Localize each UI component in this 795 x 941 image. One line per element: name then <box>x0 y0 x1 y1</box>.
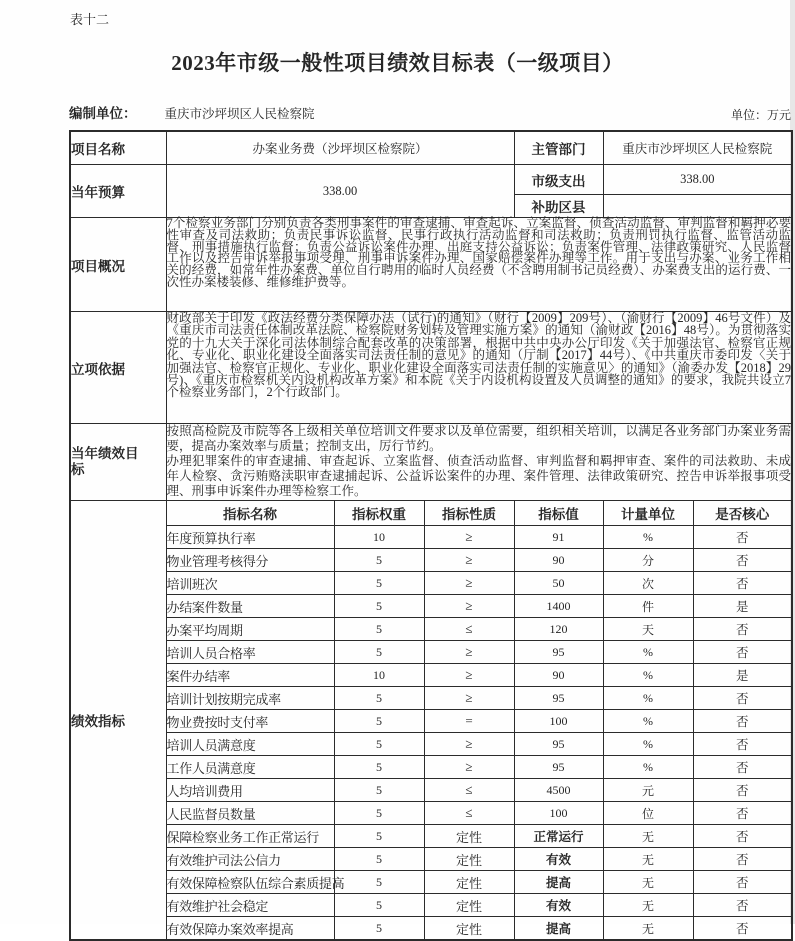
indicator-nature-cell: ≥ <box>424 687 514 710</box>
indicator-row <box>70 779 792 802</box>
overview-text <box>166 218 792 312</box>
indicator-core-cell: 是 <box>693 595 792 618</box>
indicator-weight-cell: 5 <box>334 618 424 641</box>
indicator-value-cell: 有效 <box>514 894 603 917</box>
budget-value: 338.00 <box>166 165 514 218</box>
goal-label-text: 当年绩效目标 <box>71 446 139 477</box>
indicator-core-cell: 否 <box>693 848 792 871</box>
indicator-name-cell: 年度预算执行率 <box>166 526 334 549</box>
indicator-unit-cell: % <box>603 687 693 710</box>
indicator-unit-cell: 无 <box>603 825 693 848</box>
indicator-nature-cell: 定性 <box>424 825 514 848</box>
indicator-weight-cell: 5 <box>334 848 424 871</box>
indicator-core-cell: 否 <box>693 526 792 549</box>
indicator-unit-cell: % <box>603 664 693 687</box>
indicator-unit-cell: 件 <box>603 595 693 618</box>
indicator-nature-cell: = <box>424 710 514 733</box>
indicator-nature-cell: 定性 <box>424 917 514 941</box>
indicator-weight-cell: 5 <box>334 917 424 941</box>
indicator-value-cell: 100 <box>514 802 603 825</box>
basis-paragraph: 财政部关于印发《政法经费分类保障办法（试行)的通知》（财行【2009】209号）、（渝财行【2009】46号文件）及《重庆市司法责任体制改革法院、检察院财务划转及管理实施方案》的通知（渝财政【2016】48号）。为贯彻落实党的十九大关于深化司法体制综合配套改革的决策部署，根据中共中央办公厅印发《关于加强法官、检察官正规化、专业化、职业化建设全面落实司法责任制的意见》的通知（厅制【2017】44号）、《中共重庆市委印发〈关于加强法官、检察官正规化、专业化、职业化建设全面落实司法责任制的实施意见〉的通知》（渝委办发【2018】29号)、《重庆市检察机关内设机构改革方案》和本院《关于内设机构设置及人员调整的通知》的要求，我院共设立7个检察业务部门，2个行政部门。 <box>166 311 792 400</box>
indicator-value-cell: 120 <box>514 618 603 641</box>
indicators-section-label: 绩效指标 <box>70 501 166 941</box>
indicator-unit-cell: 无 <box>603 848 693 871</box>
table-tag: 表十二 <box>70 12 110 27</box>
indicator-value-cell: 95 <box>514 733 603 756</box>
indicator-row <box>70 756 792 779</box>
indicator-core-cell: 否 <box>693 871 792 894</box>
indicator-row <box>70 733 792 756</box>
indicator-core-cell: 否 <box>693 733 792 756</box>
indicator-name-cell: 培训计划按期完成率 <box>166 687 334 710</box>
indicator-row <box>70 917 792 941</box>
indicator-core-cell: 否 <box>693 549 792 572</box>
header-indicator-name: 指标名称 <box>166 501 334 526</box>
subsidy-value <box>603 195 792 218</box>
indicator-name-cell: 有效维护司法公信力 <box>166 848 334 871</box>
indicator-unit-cell: % <box>603 733 693 756</box>
indicator-weight-cell: 5 <box>334 687 424 710</box>
indicator-value-cell: 95 <box>514 687 603 710</box>
indicator-nature-cell: ≥ <box>424 733 514 756</box>
indicator-nature-cell: ≥ <box>424 526 514 549</box>
indicator-nature-cell: ≥ <box>424 595 514 618</box>
goal-label <box>70 424 166 501</box>
indicator-nature-cell: ≥ <box>424 756 514 779</box>
overview-label: 项目概况 <box>70 218 166 312</box>
indicator-weight-cell: 5 <box>334 756 424 779</box>
project-name-label: 项目名称 <box>70 131 166 165</box>
indicator-value-cell: 1400 <box>514 595 603 618</box>
indicator-core-cell: 否 <box>693 779 792 802</box>
performance-target-table <box>69 130 793 941</box>
page-title: 2023年市级一般性项目绩效目标表（一级项目） <box>171 51 624 75</box>
indicator-value-cell: 提高 <box>514 917 603 941</box>
indicator-unit-cell: 分 <box>603 549 693 572</box>
indicator-core-cell: 否 <box>693 687 792 710</box>
indicator-weight-cell: 5 <box>334 871 424 894</box>
indicator-row <box>70 549 792 572</box>
indicator-name-cell: 办案平均周期 <box>166 618 334 641</box>
goal-paragraph-2: 办理犯罪案件的审查逮捕、审查起诉、立案监督、侦查活动监督、审判监督和羁押审查、案件的司法救助、未成年人检察、贪污贿赂渎职审查逮捕起诉、公益诉讼案件的办理、案件管理、法律政策研究、控告申诉举报事项受理、刑事申诉案件办理等检察工作。 <box>166 454 792 498</box>
indicator-weight-cell: 5 <box>334 779 424 802</box>
dept-label: 主管部门 <box>514 131 603 165</box>
prepared-by-value: 重庆市沙坪坝区人民检察院 <box>164 107 315 121</box>
indicator-unit-cell: 元 <box>603 779 693 802</box>
indicator-unit-cell: 无 <box>603 871 693 894</box>
indicator-row <box>70 710 792 733</box>
indicator-unit-cell: % <box>603 526 693 549</box>
indicator-value-cell: 95 <box>514 756 603 779</box>
indicator-core-cell: 否 <box>693 894 792 917</box>
indicator-unit-cell: 无 <box>603 894 693 917</box>
indicator-row <box>70 526 792 549</box>
indicator-core-cell: 否 <box>693 572 792 595</box>
indicator-weight-cell: 5 <box>334 710 424 733</box>
indicator-row <box>70 664 792 687</box>
indicator-nature-cell: ≥ <box>424 641 514 664</box>
indicator-value-cell: 90 <box>514 664 603 687</box>
indicator-value-cell: 91 <box>514 526 603 549</box>
project-name-row <box>70 131 792 165</box>
goal-row <box>70 424 792 501</box>
indicator-unit-cell: 位 <box>603 802 693 825</box>
indicator-row <box>70 871 792 894</box>
indicator-value-cell: 95 <box>514 641 603 664</box>
indicator-row <box>70 641 792 664</box>
indicator-name-cell: 保障检察业务工作正常运行 <box>166 825 334 848</box>
indicator-nature-cell: ≤ <box>424 802 514 825</box>
goal-text <box>166 424 792 501</box>
indicator-core-cell: 否 <box>693 641 792 664</box>
indicator-core-cell: 是 <box>693 664 792 687</box>
indicator-name-cell: 有效保障检察队伍综合素质提高 <box>166 871 334 894</box>
indicator-value-cell: 100 <box>514 710 603 733</box>
header-indicator-unit: 计量单位 <box>603 501 693 526</box>
indicator-name-cell: 培训班次 <box>166 572 334 595</box>
budget-row <box>70 165 792 195</box>
indicator-weight-cell: 5 <box>334 825 424 848</box>
indicator-core-cell: 否 <box>693 917 792 941</box>
basis-text <box>166 312 792 424</box>
indicator-core-cell: 否 <box>693 618 792 641</box>
indicator-name-cell: 物业管理考核得分 <box>166 549 334 572</box>
indicator-weight-cell: 5 <box>334 549 424 572</box>
indicator-core-cell: 否 <box>693 802 792 825</box>
indicator-row <box>70 802 792 825</box>
header-indicator-core: 是否核心 <box>693 501 792 526</box>
indicator-name-cell: 人均培训费用 <box>166 779 334 802</box>
indicator-nature-cell: 定性 <box>424 848 514 871</box>
indicator-weight-cell: 10 <box>334 664 424 687</box>
indicator-weight-cell: 5 <box>334 733 424 756</box>
overview-row <box>70 218 792 312</box>
indicator-row <box>70 825 792 848</box>
unit-note: 单位：万元 <box>730 108 791 122</box>
indicator-weight-cell: 5 <box>334 894 424 917</box>
indicator-core-cell: 否 <box>693 756 792 779</box>
indicator-value-cell: 50 <box>514 572 603 595</box>
city-expense-value: 338.00 <box>603 165 792 195</box>
indicator-row <box>70 618 792 641</box>
city-expense-label: 市级支出 <box>514 165 603 195</box>
indicator-name-cell: 案件办结率 <box>166 664 334 687</box>
indicator-header-row <box>70 501 792 526</box>
header-indicator-nature: 指标性质 <box>424 501 514 526</box>
indicator-name-cell: 工作人员满意度 <box>166 756 334 779</box>
indicator-nature-cell: 定性 <box>424 894 514 917</box>
project-name-value: 办案业务费（沙坪坝区检察院） <box>166 131 514 165</box>
indicator-nature-cell: ≥ <box>424 664 514 687</box>
goal-paragraph-1: 按照高检院及市院等各上级相关单位培训文件要求以及单位需要，组织相关培训，以满足各业务部门办案业务需要，提高办案效率与质量；控制支出，厉行节约。 <box>166 424 792 453</box>
indicator-value-cell: 正常运行 <box>514 825 603 848</box>
prepared-by <box>69 102 315 123</box>
indicator-weight-cell: 5 <box>334 641 424 664</box>
indicator-name-cell: 有效维护社会稳定 <box>166 894 334 917</box>
indicator-row <box>70 894 792 917</box>
indicator-value-cell: 有效 <box>514 848 603 871</box>
indicator-value-cell: 提高 <box>514 871 603 894</box>
indicator-unit-cell: % <box>603 641 693 664</box>
indicator-nature-cell: ≤ <box>424 618 514 641</box>
basis-label: 立项依据 <box>70 312 166 424</box>
meta-row <box>69 102 791 123</box>
indicator-row <box>70 848 792 871</box>
subsidy-label: 补助区县 <box>514 195 603 218</box>
indicator-unit-cell: % <box>603 710 693 733</box>
indicator-nature-cell: ≥ <box>424 572 514 595</box>
indicator-weight-cell: 5 <box>334 572 424 595</box>
indicator-nature-cell: ≤ <box>424 779 514 802</box>
indicator-row <box>70 572 792 595</box>
indicator-core-cell: 否 <box>693 710 792 733</box>
indicator-name-cell: 办结案件数量 <box>166 595 334 618</box>
dept-value: 重庆市沙坪坝区人民检察院 <box>603 131 792 165</box>
indicator-name-cell: 物业费按时支付率 <box>166 710 334 733</box>
indicator-weight-cell: 5 <box>334 595 424 618</box>
basis-row <box>70 312 792 424</box>
overview-paragraph: 7个检察业务部门分别负责各类刑事案件的审查逮捕、审查起诉、立案监督、侦查活动监督、审判监督和羁押必要性审查及司法救助；负责民事诉讼监督、民事行政执行活动监督和司法救助；负责刑罚执行监督、监管活动监督、刑事措施执行监督；负责公益诉讼案件办理、出庭支持公益诉讼；负责案件管理、法律政策研究、人民监督工作以及控告申诉举报事项受理、刑事申诉案件办理、国家赔偿案件办理等工作。用于支出与办案、业务工作相关的经费，如常年性办案费、单位自行聘用的临时人员经费（不含聘用制书记员经费）、办案费支出的运行费、一次性办案楼装修、维修维护费等。 <box>166 216 792 289</box>
indicator-unit-cell: 天 <box>603 618 693 641</box>
header-indicator-value: 指标值 <box>514 501 603 526</box>
indicator-unit-cell: 次 <box>603 572 693 595</box>
indicator-nature-cell: 定性 <box>424 871 514 894</box>
prepared-by-label: 编制单位： <box>69 106 137 121</box>
budget-label: 当年预算 <box>70 165 166 218</box>
indicator-name-cell: 有效保障办案效率提高 <box>166 917 334 941</box>
indicator-nature-cell: ≥ <box>424 549 514 572</box>
indicator-name-cell: 培训人员满意度 <box>166 733 334 756</box>
indicator-value-cell: 90 <box>514 549 603 572</box>
header-indicator-weight: 指标权重 <box>334 501 424 526</box>
indicator-value-cell: 4500 <box>514 779 603 802</box>
indicator-weight-cell: 5 <box>334 802 424 825</box>
indicator-name-cell: 培训人员合格率 <box>166 641 334 664</box>
indicator-row <box>70 595 792 618</box>
indicator-unit-cell: % <box>603 756 693 779</box>
indicator-row <box>70 687 792 710</box>
indicator-unit-cell: 无 <box>603 917 693 941</box>
indicator-name-cell: 人民监督员数量 <box>166 802 334 825</box>
indicator-weight-cell: 10 <box>334 526 424 549</box>
indicator-core-cell: 否 <box>693 825 792 848</box>
